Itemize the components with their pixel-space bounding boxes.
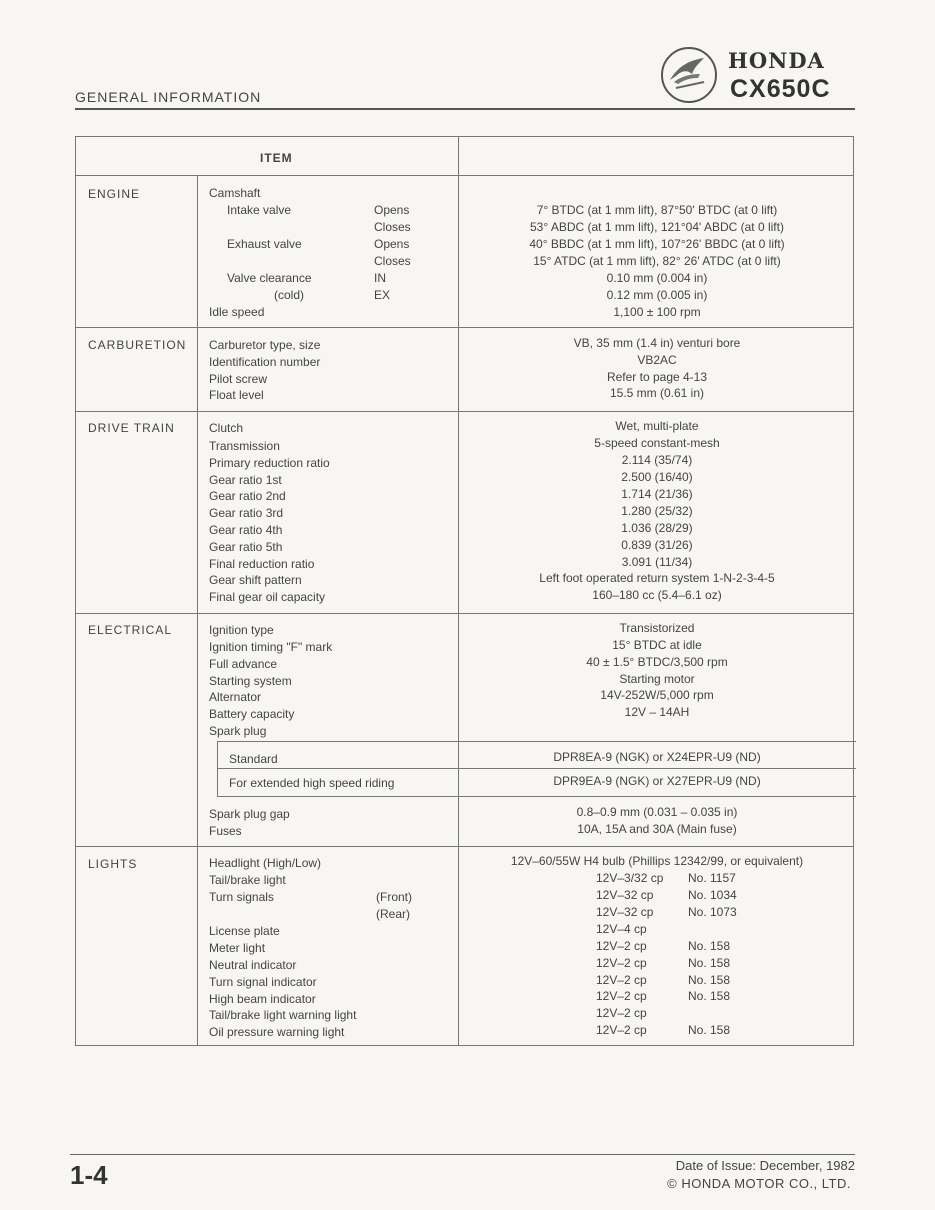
- item-ignition-type: Ignition type: [209, 623, 274, 637]
- section-divider: [76, 411, 853, 412]
- item-column-header: ITEM: [260, 151, 293, 165]
- value-spark-plug-gap: 0.8–0.9 mm (0.031 – 0.035 in): [576, 805, 738, 819]
- item-float-level: Float level: [209, 388, 264, 402]
- brand-name: HONDA: [728, 48, 825, 73]
- category-electrical: ELECTRICAL: [88, 623, 173, 637]
- item-final-reduction-ratio: Final reduction ratio: [209, 557, 315, 571]
- page-number: 1-4: [70, 1160, 108, 1190]
- value-clutch: Wet, multi-plate: [615, 419, 699, 433]
- header-row-divider: [76, 175, 853, 176]
- label-closes: Closes: [374, 254, 411, 268]
- value-headlight: 12V–60/55W H4 bulb (Phillips 12342/99, or equivalent): [510, 854, 804, 868]
- item-gear-ratio-2nd: Gear ratio 2nd: [209, 489, 286, 503]
- value-bulb-number: No. 1034: [688, 888, 737, 902]
- item-turn-signals: Turn signals: [209, 890, 274, 904]
- item-primary-reduction-ratio: Primary reduction ratio: [209, 456, 330, 470]
- item-carburetor-type: Carburetor type, size: [209, 338, 321, 352]
- item-pilot-screw: Pilot screw: [209, 372, 268, 386]
- value-transmission: 5-speed constant-mesh: [594, 436, 720, 450]
- item-spark-plug: Spark plug: [209, 724, 267, 738]
- value-bulb-number: No. 158: [688, 939, 731, 953]
- value-battery-capacity: 12V – 14AH: [624, 705, 690, 719]
- item-gear-ratio-3rd: Gear ratio 3rd: [209, 506, 284, 520]
- item-final-gear-oil-capacity: Final gear oil capacity: [209, 590, 326, 604]
- value-gear-shift-pattern: Left foot operated return system 1-N-2-3-4-5: [539, 571, 775, 585]
- item-gear-ratio-5th: Gear ratio 5th: [209, 540, 283, 554]
- item-idle-speed: Idle speed: [209, 305, 265, 319]
- item-identification-number: Identification number: [209, 355, 321, 369]
- item-ignition-timing: Ignition timing "F" mark: [209, 640, 333, 654]
- value-idle-speed: 1,100 ± 100 rpm: [613, 305, 701, 319]
- item-turn-signal-indicator: Turn signal indicator: [209, 975, 317, 989]
- label-in: IN: [374, 271, 386, 285]
- value-clearance-ex: 0.12 mm (0.005 in): [606, 288, 708, 302]
- value-final-gear-oil-capacity: 160–180 cc (5.4–6.1 oz): [592, 588, 722, 602]
- model-name: CX650C: [730, 75, 831, 103]
- value-float-level: 15.5 mm (0.61 in): [609, 386, 705, 400]
- item-valve-clearance: Valve clearance: [227, 271, 312, 285]
- item-intake-valve: Intake valve: [227, 203, 292, 217]
- value-primary-reduction-ratio: 2.114 (35/74): [621, 453, 693, 467]
- subtable-rule: [218, 796, 856, 797]
- item-high-beam-indicator: High beam indicator: [209, 992, 316, 1006]
- value-plug-extended: DPR9EA-9 (NGK) or X27EPR-U9 (ND): [553, 774, 761, 788]
- item-gear-shift-pattern: Gear shift pattern: [209, 573, 302, 587]
- category-lights: LIGHTS: [88, 857, 138, 871]
- value-bulb-number: No. 1157: [688, 871, 736, 885]
- value-rating: 12V–2 cp: [596, 1006, 647, 1020]
- value-fuses: 10A, 15A and 30A (Main fuse): [577, 822, 737, 836]
- copyright: © HONDA MOTOR CO., LTD.: [667, 1176, 851, 1191]
- value-rating: 12V–2 cp: [596, 939, 647, 953]
- value-starting-system: Starting motor: [619, 672, 695, 686]
- page-header: [75, 40, 855, 110]
- item-oil-pressure-warning-light: Oil pressure warning light: [209, 1025, 345, 1039]
- value-bulb-number: No. 158: [688, 973, 731, 987]
- item-fuses: Fuses: [209, 824, 242, 838]
- value-rating: 12V–2 cp: [596, 989, 647, 1003]
- page-footer: [70, 1154, 855, 1204]
- value-intake-opens: 7° BTDC (at 1 mm lift), 87°50' BTDC (at 0 lift): [536, 203, 778, 217]
- subtable-rule: [218, 768, 856, 769]
- item-exhaust-valve: Exhaust valve: [227, 237, 302, 251]
- value-bulb-number: No. 158: [688, 956, 731, 970]
- category-drive-train: DRIVE TRAIN: [88, 421, 175, 435]
- section-title: GENERAL INFORMATION: [75, 89, 262, 105]
- value-rating: 12V–32 cp: [596, 888, 654, 902]
- value-ignition-type: Transistorized: [619, 621, 695, 635]
- label-front: (Front): [376, 890, 412, 904]
- issue-date: Date of Issue: December, 1982: [675, 1158, 855, 1173]
- category-engine: ENGINE: [88, 187, 141, 201]
- item-gear-ratio-1st: Gear ratio 1st: [209, 473, 282, 487]
- item-camshaft: Camshaft: [209, 186, 261, 200]
- item-spark-plug-gap: Spark plug gap: [209, 807, 290, 821]
- item-tail-brake-warning-light: Tail/brake light warning light: [209, 1008, 357, 1022]
- value-bulb-number: No. 158: [688, 1023, 731, 1037]
- section-divider: [76, 613, 853, 614]
- label-cold: (cold): [274, 288, 305, 302]
- value-full-advance: 40 ± 1.5° BTDC/3,500 rpm: [586, 655, 728, 669]
- item-headlight: Headlight (High/Low): [209, 856, 322, 870]
- item-gear-ratio-4th: Gear ratio 4th: [209, 523, 283, 537]
- label-rear: (Rear): [376, 907, 411, 921]
- category-divider: [197, 175, 198, 1045]
- honda-logo: [660, 46, 855, 106]
- value-rating: 12V–2 cp: [596, 1023, 647, 1037]
- value-bulb-number: No. 158: [688, 989, 731, 1003]
- value-rating: 12V–2 cp: [596, 956, 647, 970]
- value-gear-ratio-5th: 0.839 (31/26): [621, 538, 693, 552]
- item-battery-capacity: Battery capacity: [209, 707, 295, 721]
- item-license-plate: License plate: [209, 924, 280, 938]
- section-divider: [76, 327, 853, 328]
- item-tail-brake-light: Tail/brake light: [209, 873, 286, 887]
- value-gear-ratio-1st: 2.500 (16/40): [621, 470, 693, 484]
- label-closes: Closes: [374, 220, 411, 234]
- item-full-advance: Full advance: [209, 657, 278, 671]
- specifications-table: [75, 136, 854, 1046]
- label-ex: EX: [374, 288, 391, 302]
- item-transmission: Transmission: [209, 439, 280, 453]
- value-rating: 12V–3/32 cp: [596, 871, 664, 885]
- value-gear-ratio-2nd: 1.714 (21/36): [621, 487, 693, 501]
- item-alternator: Alternator: [209, 690, 262, 704]
- value-rating: 12V–2 cp: [596, 973, 647, 987]
- section-divider: [76, 846, 853, 847]
- value-exhaust-closes: 15° ATDC (at 1 mm lift), 82° 26' ATDC (at 0 lift): [533, 254, 781, 268]
- item-plug-extended: For extended high speed riding: [229, 776, 395, 790]
- value-ignition-timing: 15° BTDC at idle: [612, 638, 702, 652]
- value-pilot-screw: Refer to page 4-13: [606, 370, 708, 384]
- value-exhaust-opens: 40° BBDC (at 1 mm lift), 107°26' BBDC (at 0 lift): [529, 237, 785, 251]
- footer-rule: [70, 1154, 855, 1155]
- category-carburetion: CARBURETION: [88, 338, 187, 352]
- value-clearance-in: 0.10 mm (0.004 in): [606, 271, 708, 285]
- value-bulb-number: No. 1073: [688, 905, 737, 919]
- label-opens: Opens: [374, 203, 410, 217]
- value-gear-ratio-3rd: 1.280 (25/32): [621, 504, 693, 518]
- value-identification-number: VB2AC: [637, 353, 677, 367]
- value-intake-closes: 53° ABDC (at 1 mm lift), 121°04' ABDC (at 0 lift): [530, 220, 784, 234]
- item-starting-system: Starting system: [209, 674, 292, 688]
- value-rating: 12V–4 cp: [596, 922, 647, 936]
- header-rule: [75, 108, 855, 110]
- value-alternator: 14V-252W/5,000 rpm: [600, 688, 714, 702]
- label-opens: Opens: [374, 237, 410, 251]
- honda-wing-emblem-icon: [660, 46, 718, 104]
- subtable-rule: [218, 741, 856, 742]
- item-neutral-indicator: Neutral indicator: [209, 958, 297, 972]
- item-meter-light: Meter light: [209, 941, 266, 955]
- value-plug-standard: DPR8EA-9 (NGK) or X24EPR-U9 (ND): [553, 750, 761, 764]
- value-rating: 12V–32 cp: [596, 905, 654, 919]
- value-final-reduction-ratio: 3.091 (11/34): [621, 555, 693, 569]
- value-carburetor-type: VB, 35 mm (1.4 in) venturi bore: [573, 336, 741, 350]
- item-plug-standard: Standard: [229, 752, 278, 766]
- item-clutch: Clutch: [209, 421, 244, 435]
- value-gear-ratio-4th: 1.036 (28/29): [621, 521, 693, 535]
